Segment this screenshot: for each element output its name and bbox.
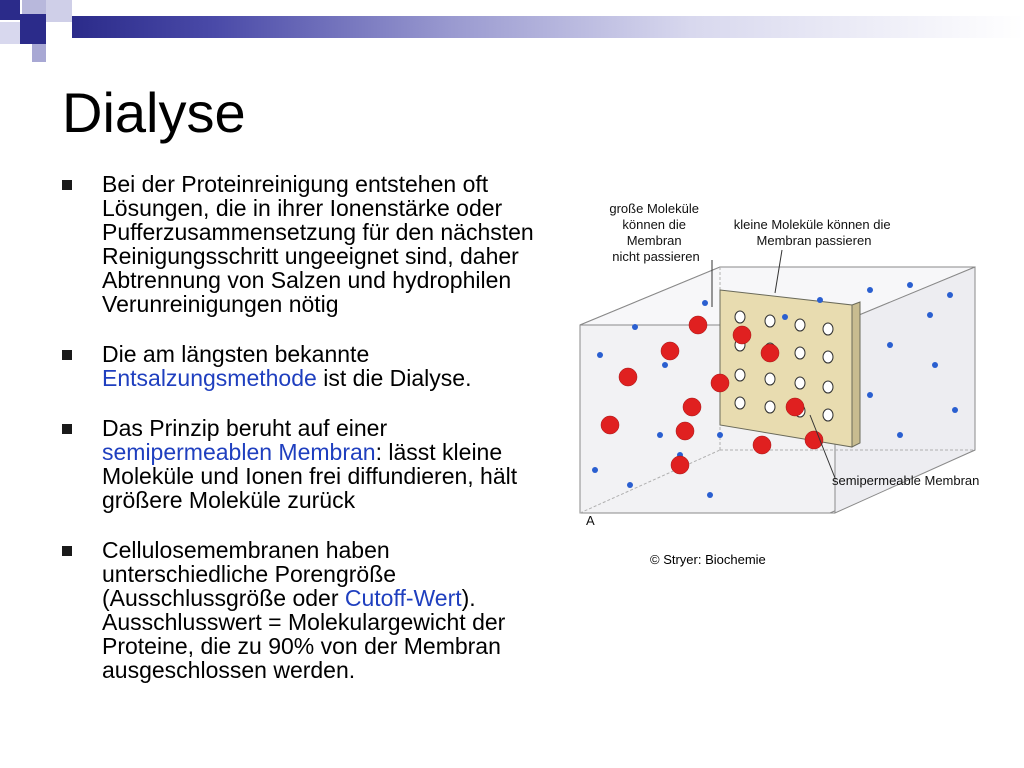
small-molecule xyxy=(662,362,668,368)
small-molecule xyxy=(952,407,958,413)
bullet-text: ist die Dialyse. xyxy=(316,365,472,391)
highlighted-term: Entsalzungsmethode xyxy=(102,365,317,391)
small-molecule xyxy=(632,324,638,330)
membrane-pore xyxy=(735,397,745,409)
bullet-item xyxy=(62,416,562,512)
label-large-molecules: große Moleküle können die Membran nicht passieren xyxy=(609,201,700,264)
bullet-item xyxy=(62,538,562,682)
small-molecule xyxy=(597,352,603,358)
decor-square xyxy=(0,22,20,44)
membrane-pore xyxy=(823,323,833,335)
small-molecule xyxy=(817,297,823,303)
large-molecule xyxy=(733,326,751,344)
bullet-marker xyxy=(62,180,72,190)
bullet-text: Bei der Proteinreinigung entstehen oft Lösungen, die in ihrer Ionenstärke oder Pufferzusammensetzung für den nächsten Reinigungsschritt ungeeignet sind, daher Abtrennung von Salzen und hydrophilen Verunreinigungen nötig xyxy=(102,171,534,317)
membrane-pore xyxy=(735,369,745,381)
membrane-pore xyxy=(735,311,745,323)
bullet-marker xyxy=(62,546,72,556)
label-small-molecules: kleine Moleküle können die Membran passieren xyxy=(733,217,891,248)
highlighted-term: Cutoff-Wert xyxy=(344,585,462,611)
small-molecule xyxy=(702,300,708,306)
small-molecule xyxy=(867,392,873,398)
bullet-text: Die am längsten bekannte xyxy=(102,341,370,367)
bullet-item xyxy=(62,172,562,316)
label-membrane: semipermeable Membran xyxy=(832,473,980,488)
small-molecule xyxy=(907,282,913,288)
dialysis-figure xyxy=(570,195,1010,540)
membrane-pore xyxy=(823,381,833,393)
bullet-text: Cellulosemembranen haben unterschiedliche Porengröße (Ausschlussgröße oder xyxy=(102,537,397,611)
header-bar xyxy=(72,16,1024,38)
large-molecule xyxy=(753,436,771,454)
membrane-edge xyxy=(852,302,860,447)
bullet-text: Das Prinzip beruht auf einer xyxy=(102,415,388,441)
decor-square xyxy=(22,0,46,14)
membrane-pore xyxy=(823,409,833,421)
large-molecule xyxy=(711,374,729,392)
figure-caption: © Stryer: Biochemie xyxy=(650,552,766,567)
membrane-pore xyxy=(795,377,805,389)
bullet-marker xyxy=(62,350,72,360)
membrane-pore xyxy=(765,315,775,327)
membrane-pore xyxy=(795,319,805,331)
small-molecule xyxy=(627,482,633,488)
large-molecule xyxy=(661,342,679,360)
membrane-pore xyxy=(823,351,833,363)
bullet-item xyxy=(62,342,562,390)
decor-square xyxy=(20,14,46,44)
small-molecule xyxy=(947,292,953,298)
decor-square xyxy=(0,0,20,20)
small-molecule xyxy=(707,492,713,498)
large-molecule xyxy=(761,344,779,362)
small-molecule xyxy=(782,314,788,320)
small-molecule xyxy=(592,467,598,473)
membrane-pore xyxy=(795,347,805,359)
small-molecule xyxy=(867,287,873,293)
decor-square xyxy=(32,44,46,62)
slide-title: Dialyse xyxy=(62,81,246,144)
bullet-text: ). Ausschlusswert = Molekulargewicht der Proteine, die zu 90% von der Membran ausgeschlossen werden. xyxy=(102,585,506,683)
membrane-pore xyxy=(765,373,775,385)
small-molecule xyxy=(927,312,933,318)
bullet-marker xyxy=(62,424,72,434)
panel-letter: A xyxy=(586,513,595,528)
bullet-text: : lässt kleine Moleküle und Ionen frei diffundieren, hält größere Moleküle zurück xyxy=(102,439,518,513)
large-molecule xyxy=(601,416,619,434)
large-molecule xyxy=(786,398,804,416)
small-molecule xyxy=(932,362,938,368)
small-molecule xyxy=(717,432,723,438)
decor-square xyxy=(46,0,72,22)
small-molecule xyxy=(657,432,663,438)
large-molecule xyxy=(676,422,694,440)
small-molecule xyxy=(897,432,903,438)
small-molecule xyxy=(887,342,893,348)
large-molecule xyxy=(689,316,707,334)
highlighted-term: semipermeablen Membran xyxy=(102,439,376,465)
membrane-pore xyxy=(765,401,775,413)
large-molecule xyxy=(683,398,701,416)
dialysis-diagram xyxy=(570,195,1010,540)
large-molecule xyxy=(671,456,689,474)
large-molecule xyxy=(619,368,637,386)
bullet-list xyxy=(62,172,562,708)
